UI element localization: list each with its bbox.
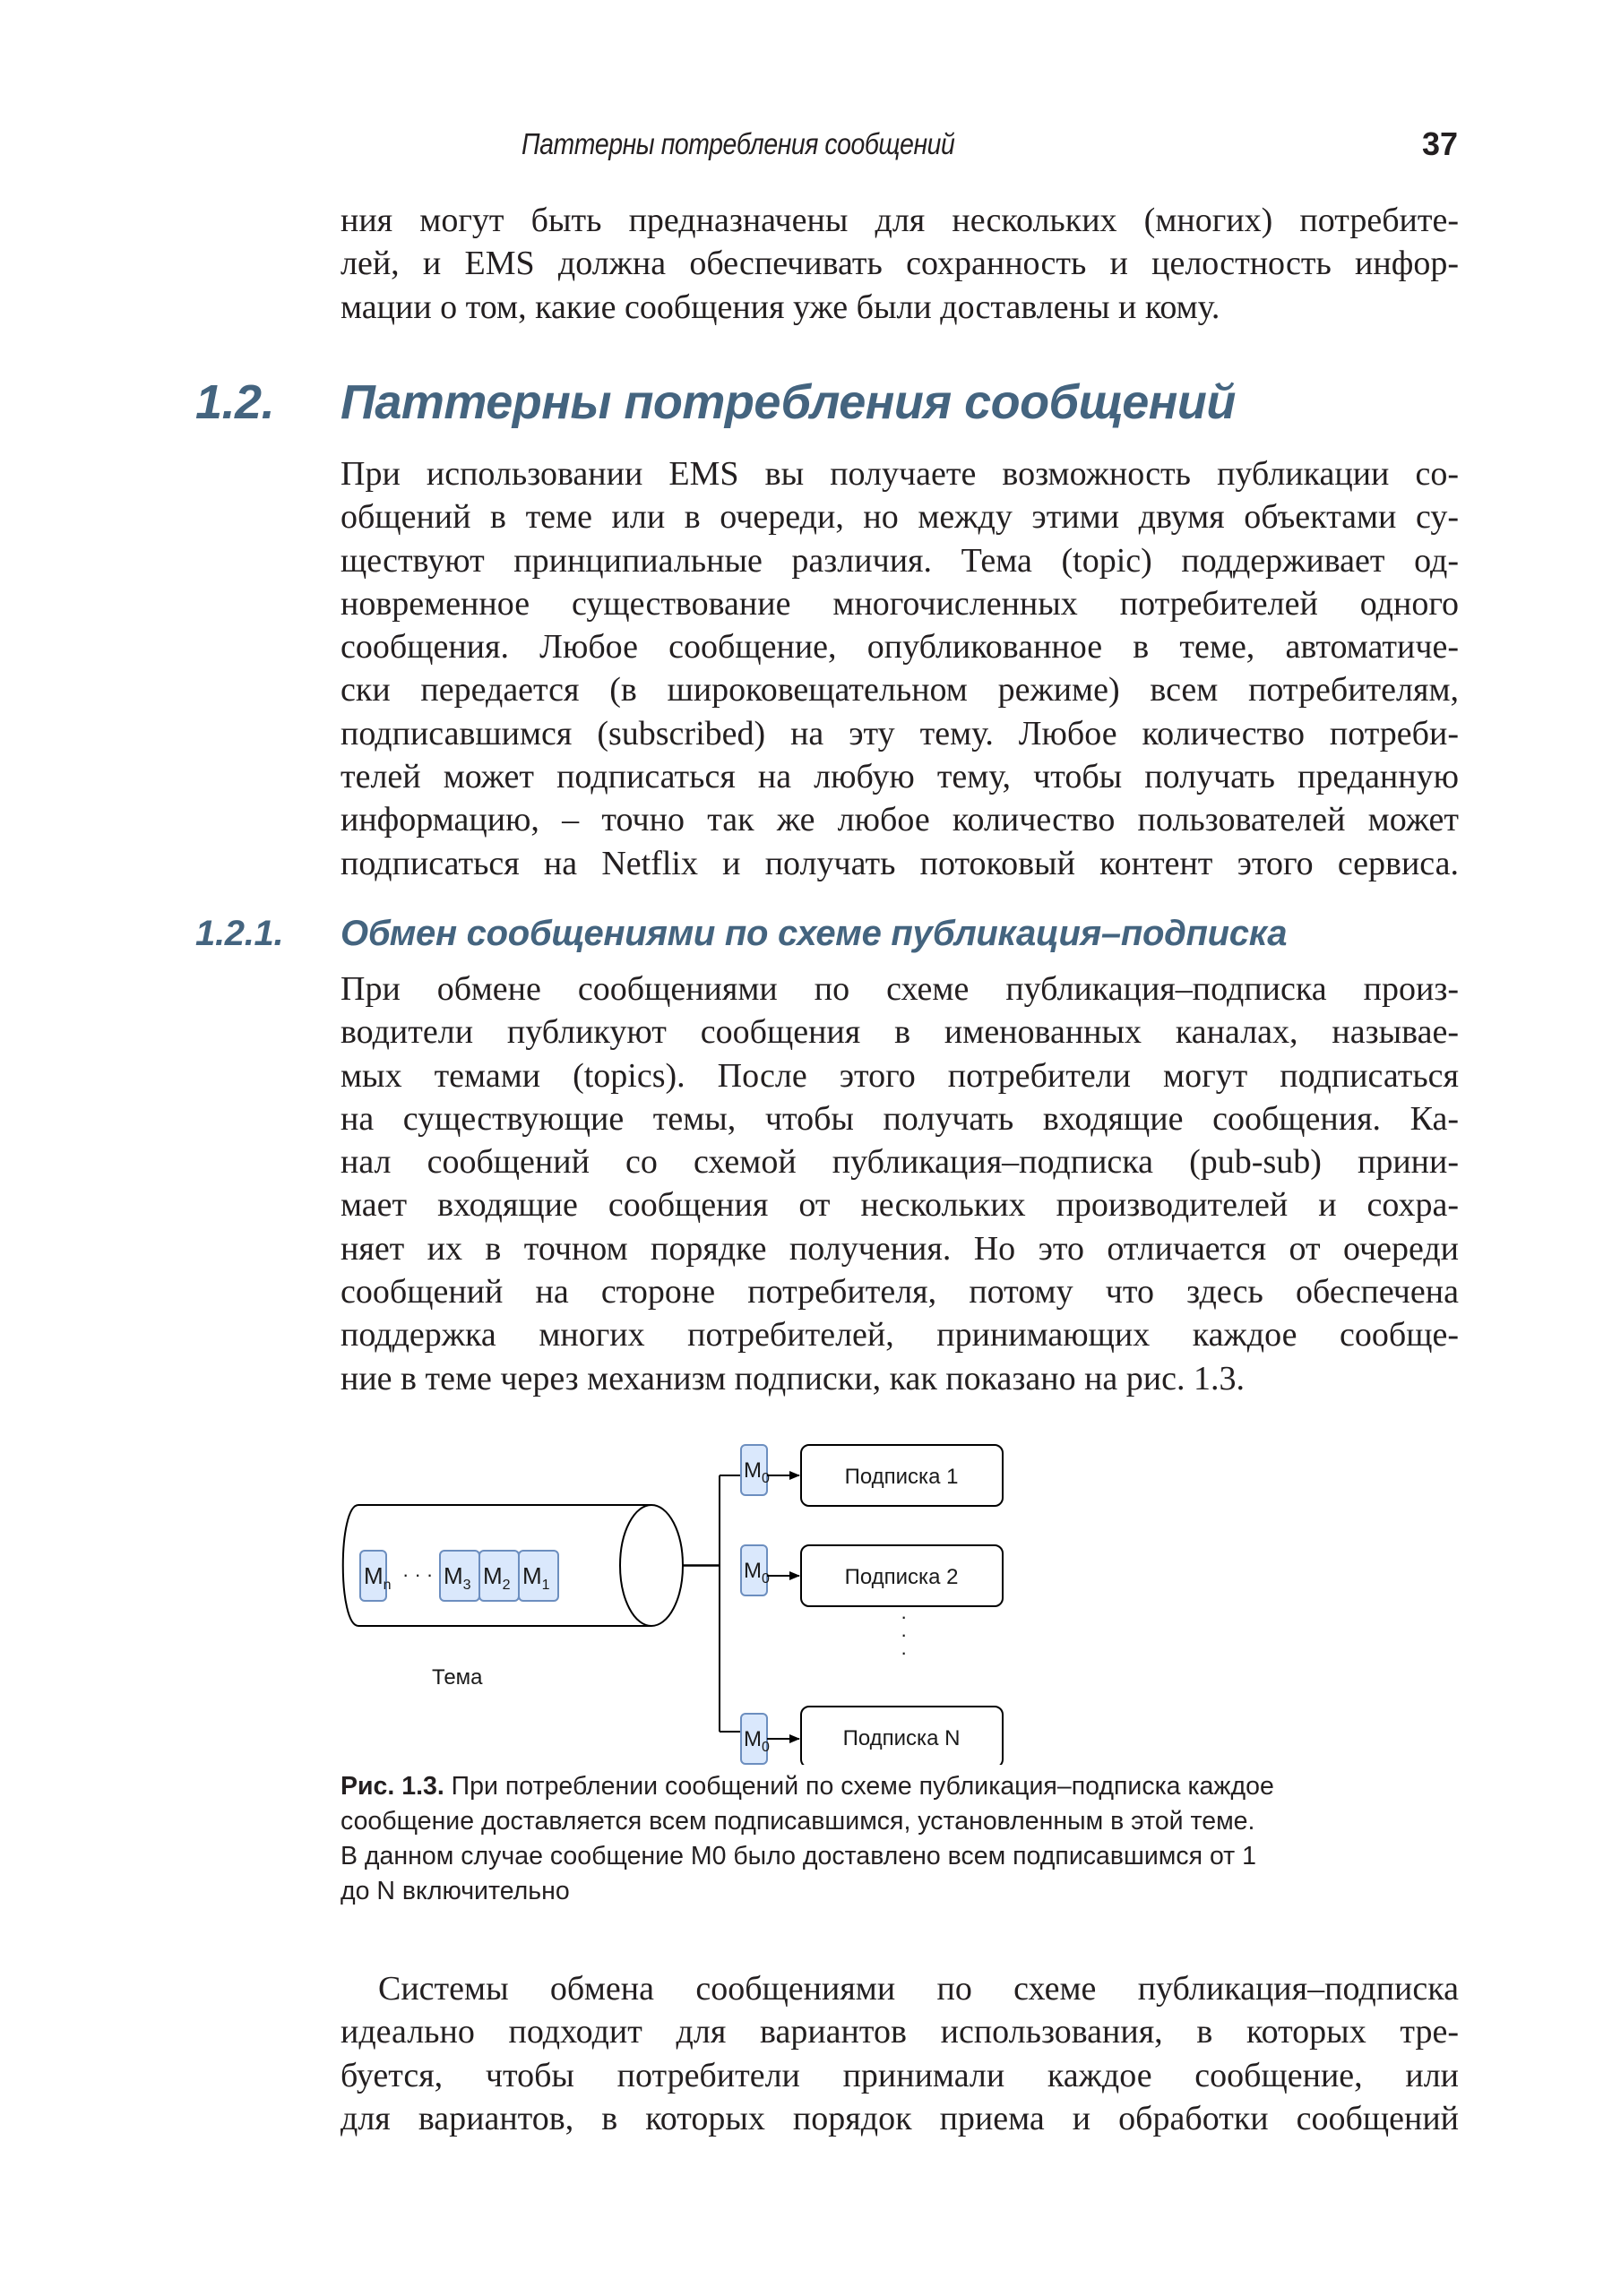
svg-text:M1: $M_1$ [522,1562,550,1593]
text-line: мации о том, какие сообщения уже были доставлены и кому. [341,288,1220,326]
text-line: подписаться на Netflix и получать потоковый контент этого сервиса. [341,844,1459,882]
closing-paragraph [341,1967,1459,2140]
delivered-message-2 [741,1545,770,1595]
svg-text:M3: $M_3$ [444,1562,471,1593]
caption-line: В данном случае сообщение M0 было доставлено всем подписавшимся от 1 [341,1842,1257,1870]
text-line: на существующие темы, чтобы получать входящие сообщения. Ка- [341,1099,1459,1138]
message-m2 [479,1551,519,1601]
subsection-title: Обмен сообщениями по схеме публикация–подписка [341,914,1288,953]
text-line: лей, и EMS должна обеспечивать сохранность и целостность инфор- [341,245,1459,283]
vertical-ellipsis: · [901,1623,908,1646]
subscription-1 [801,1445,1003,1506]
text-line: подписавшимся (subscribed) на эту тему. Любое количество потреби- [341,714,1459,752]
text-line: водители публикуют сообщения в именованных каналах, называе- [341,1013,1459,1052]
text-line: общений в теме или в очереди, но между этими двумя объектами су- [341,498,1459,537]
message-mn [360,1551,392,1601]
svg-text:Подписка 2: Подписка 2 [844,1565,959,1589]
text-line: поддержка многих потребителей, принимающих каждое сообще- [341,1316,1459,1354]
svg-text:M0: $M_0$ [744,1458,770,1486]
text-line: няет их в точном порядке получения. Но это отличается от очереди [341,1229,1459,1268]
subscription-2 [801,1545,1003,1606]
text-line: ние в теме через механизм подписки, как показано на рис. 1.3. [341,1359,1245,1397]
topic-label: Тема [432,1665,483,1690]
text-line: телей может подписаться на любую тему, чтобы получать преданную [341,758,1459,796]
subsection-heading [195,914,1287,954]
svg-text:Подписка 1: Подписка 1 [844,1465,959,1489]
caption-line: Рис. 1.3. При потреблении сообщений по схеме публикация–подписка каждое [341,1772,1274,1801]
svg-text:M0: $M_0$ [744,1727,770,1755]
text-line: идеально подходит для вариантов использования, в которых тре- [341,2013,1459,2051]
text-line: ски передается (в широковещательном режиме) всем потребителям, [341,671,1459,709]
text-line: информацию, – точно так же любое количество пользователей может [341,801,1459,839]
queue-ellipsis: · · · [402,1563,434,1586]
text-line: При обмене сообщениями по схеме публикация–подписка произ- [341,970,1459,1008]
text-line: ния могут быть предназначены для нескольких (многих) потребите- [341,202,1459,239]
fanout-connectors [683,1475,741,1732]
svg-text:M2: $M_2$ [483,1562,511,1593]
section-paragraph [341,452,1459,885]
vertical-ellipsis: · [901,1605,908,1628]
message-m1 [519,1551,558,1601]
text-line: сообщений на стороне потребителя, потому что здесь обеспечена [341,1273,1459,1311]
text-line: буется, чтобы потребители принимали каждое сообщение, или [341,2056,1459,2094]
svg-text:Подписка N: Подписка N [842,1726,961,1750]
arrow-icon [767,1475,799,1739]
delivered-message-n [741,1714,770,1764]
figure-caption [341,1769,1470,1909]
intro-paragraph [341,199,1459,329]
section-title: Паттерны потребления сообщений [341,375,1236,429]
text-line: ществуют принципиальные различия. Тема (topic) поддерживает од- [341,541,1459,580]
section-heading [195,374,1236,430]
text-line: Системы обмена сообщениями по схеме публикация–подписка [378,1970,1459,2008]
caption-line: до N включительно [341,1877,570,1905]
text-line: мых темами (topics). После этого потребители могут подписаться [341,1056,1459,1095]
svg-text:Mn: $M_n$ [364,1562,392,1593]
subscription-n [801,1707,1003,1765]
pubsub-diagram [332,1415,1048,1765]
section-number: 1.2. [195,375,275,429]
text-line: При использовании EMS вы получаете возможность публикации со- [341,455,1459,493]
svg-text:M0: $M_0$ [744,1559,770,1587]
text-line: нал сообщений со схемой публикация–подписка (pub-sub) прини- [341,1143,1459,1182]
text-line: мает входящие сообщения от нескольких производителей и сохра- [341,1186,1459,1225]
caption-line: сообщение доставляется всем подписавшимся, установленным в этой теме. [341,1807,1255,1836]
page-number: 37 [1421,125,1458,162]
running-header-title: Паттерны потребления сообщений [522,127,955,160]
message-m3 [440,1551,479,1601]
delivered-message-1 [741,1445,770,1495]
vertical-ellipsis: · [901,1641,908,1664]
text-line: новременное существование многочисленных потребителей одного [341,584,1459,623]
text-line: для вариантов, в которых порядок приема и обработки сообщений [341,2099,1459,2137]
subsection-number: 1.2.1. [195,914,284,953]
caption-label: Рис. 1.3. [341,1772,444,1801]
text-line: сообщения. Любое сообщение, опубликованное в теме, автоматиче- [341,628,1459,666]
subsection-paragraph [341,967,1459,1400]
